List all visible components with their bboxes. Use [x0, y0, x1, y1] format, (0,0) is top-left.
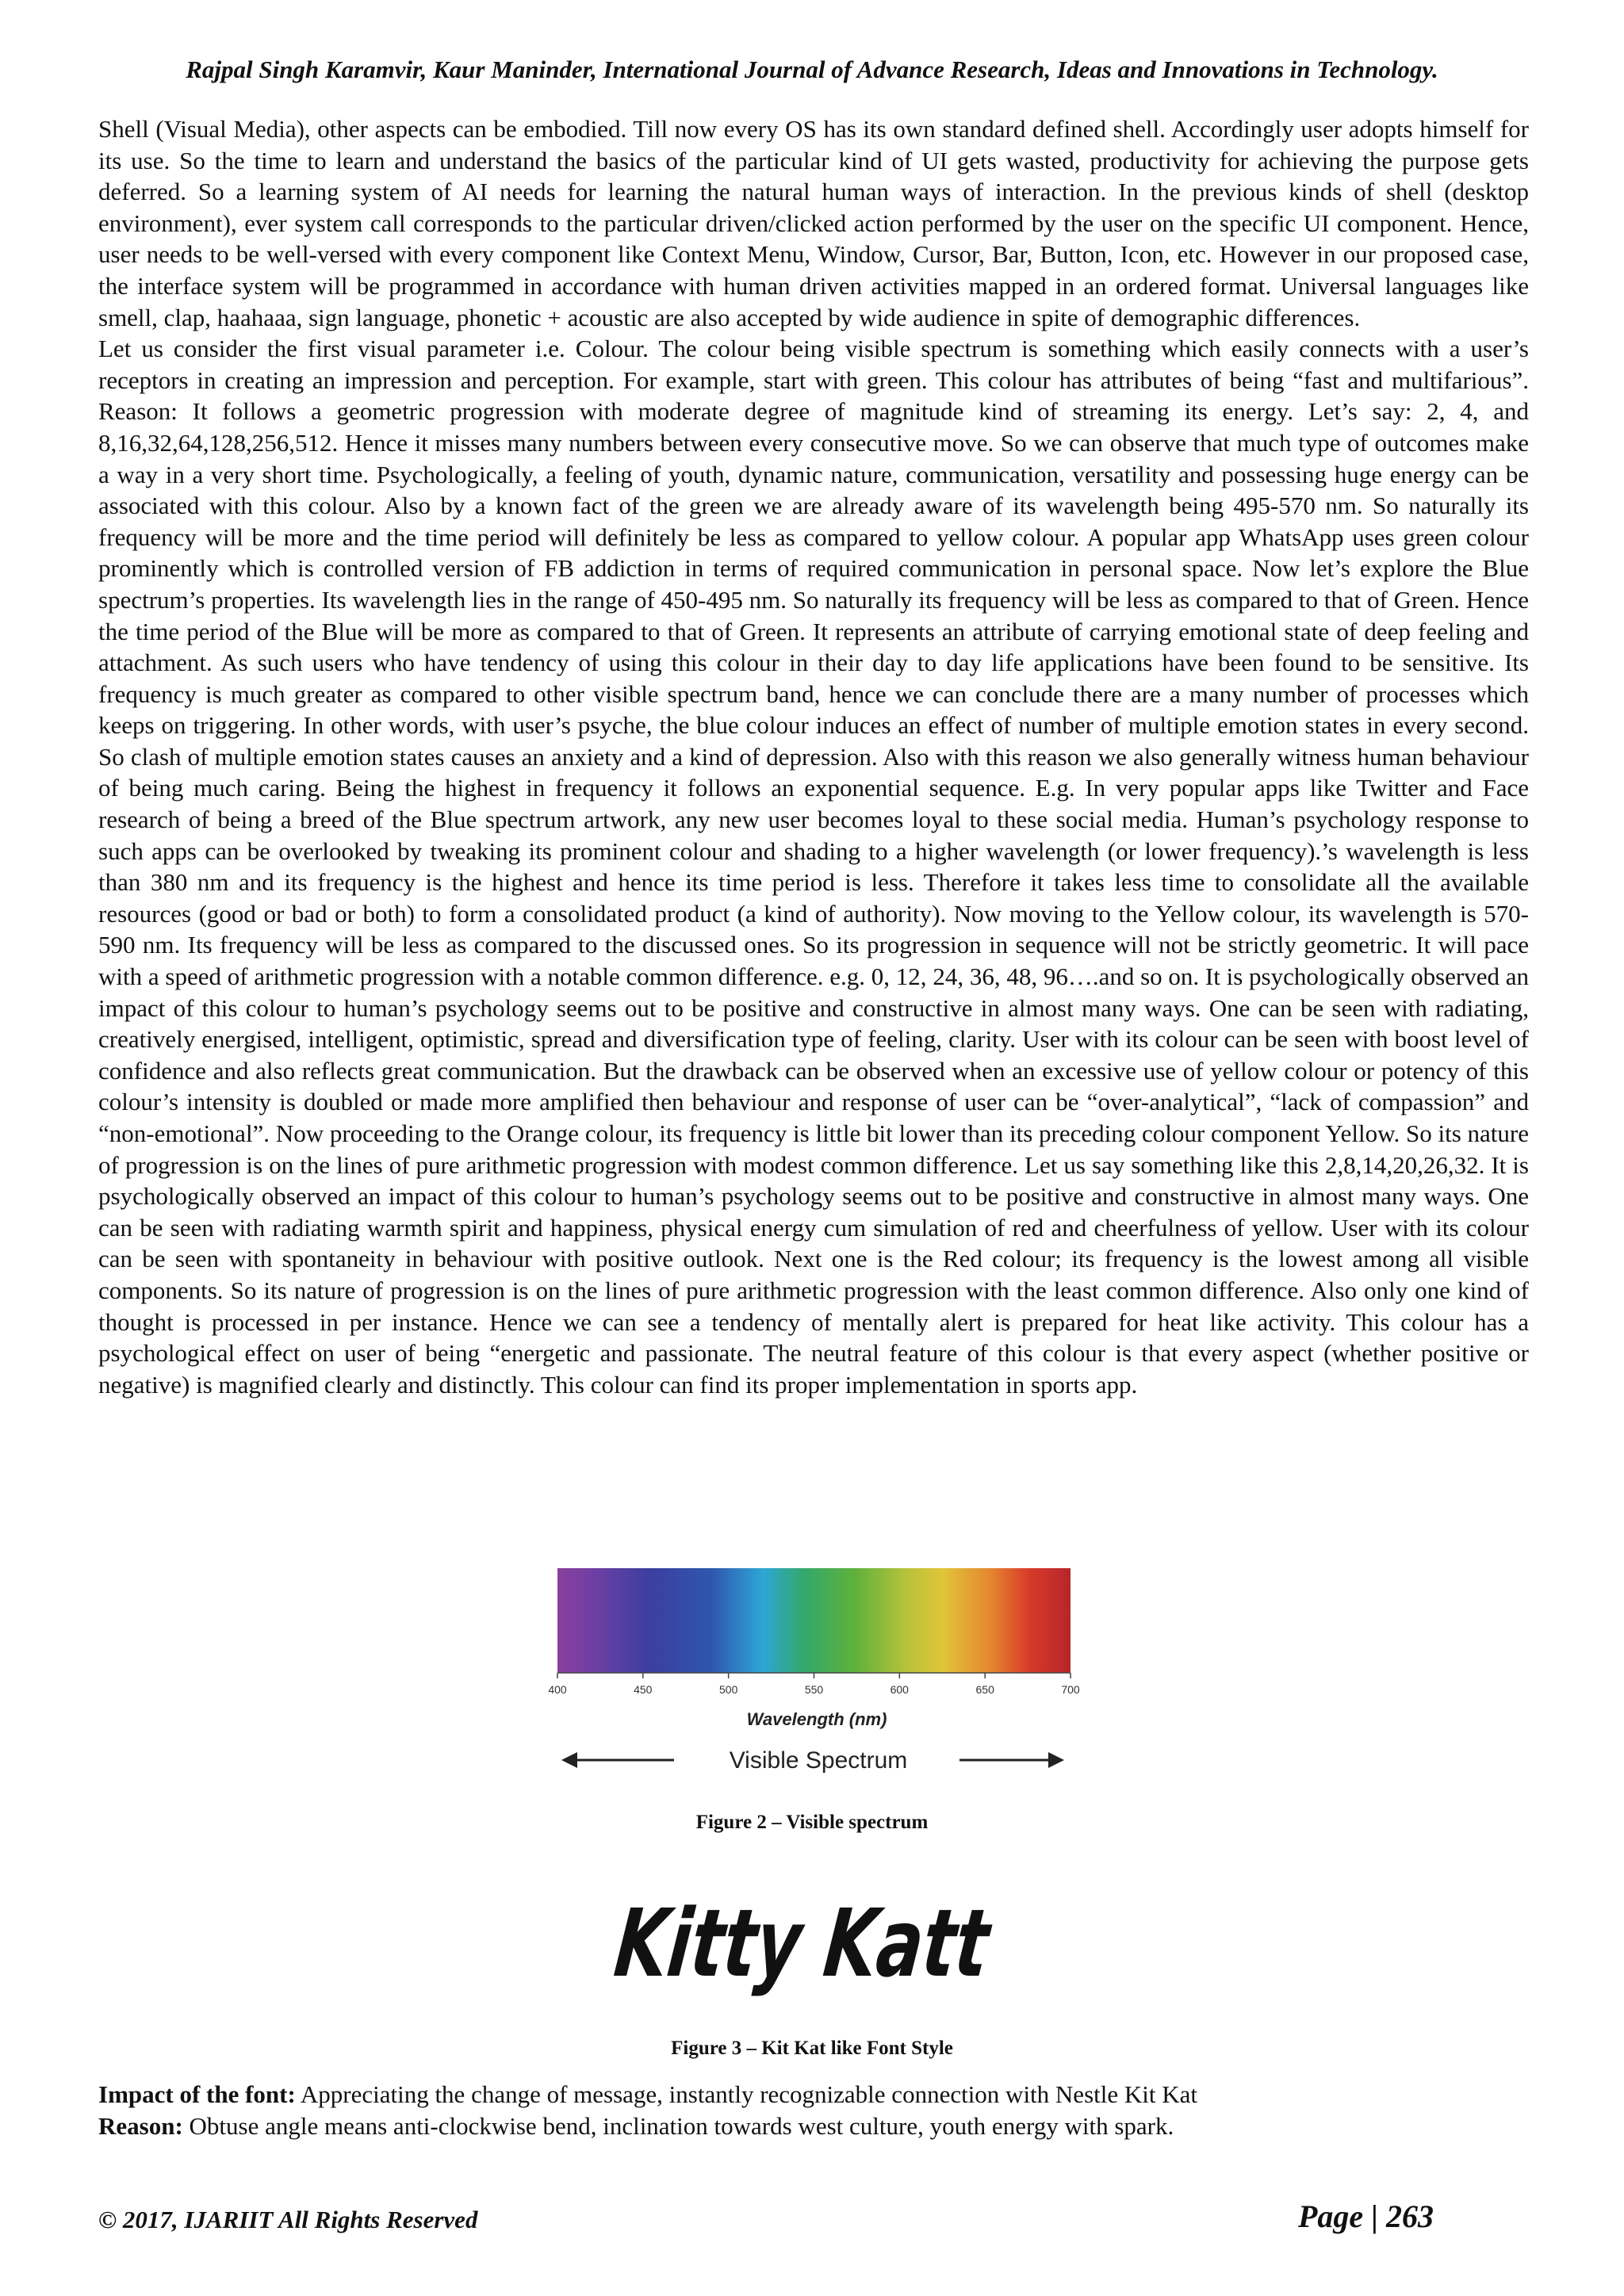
reason-text: Obtuse angle means anti-clockwise bend, inclination towards west culture, youth energy with spark.	[182, 2112, 1174, 2140]
spectrum-bar	[557, 1568, 1071, 1673]
reason-label: Reason:	[98, 2112, 183, 2140]
right-arrow-icon	[1048, 1752, 1064, 1768]
tick-label-600: 600	[890, 1683, 909, 1696]
impact-label: Impact of the font:	[98, 2080, 296, 2108]
font-impact-notes	[98, 2079, 1529, 2142]
figure2-caption: Figure 2 – Visible spectrum	[695, 1812, 929, 1833]
tick-label-450: 450	[634, 1683, 653, 1696]
kitty-katt-logo	[603, 1879, 1135, 2014]
paragraph-colour: Let us consider the first visual parameter i.e. Colour. The colour being visible spectrum is something which easily connects with a user’s receptors in creating an impression and perception. For example, start with green. This colour has attributes of being “fast and multifarious”. Reason: It follows a geometric progression with moderate degree of magnitude kind of streaming its energy. Let’s say: 2, 4, and 8,16,32,64,128,256,512. Hence it misses many numbers between every consecutive move. So we can observe that much type of outcomes make a way in a very short time. Psychologically, a feeling of youth, dynamic nature, communication, versatility and possessing huge energy can be associated with this colour. Also by a known fact of the green we are already aware of its wavelength being 495-570 nm. So naturally its frequency will be more and the time period will definitely be less as compared to yellow colour. A popular app WhatsApp uses green colour prominently which is controlled version of FB addiction in terms of required communication in personal space. Now let’s explore the Blue spectrum’s properties. Its wavelength lies in the range of 450-495 nm. So naturally its frequency will be less as compared to that of Green. Hence the time period of the Blue will be more as compared to that of Green. It represents an attribute of carrying emotional state of deep feeling and attachment. As such users who have tendency of using this colour in their day to day life applications have been found to be sensitive. Its frequency is much greater as compared to other visible spectrum band, hence we can conclude there are a many number of processes which keeps on triggering. In other words, with user’s psyche, the blue colour induces an effect of number of multiple emotion states in every second. So clash of multiple emotion states causes an anxiety and a kind of depression. Also with this reason we also generally witness human behaviour of being much caring. Being the highest in frequency it follows an exponential sequence. E.g. In very popular apps like Twitter and Face research of being a breed of the Blue spectrum artwork, any new user becomes loyal to these social media. Human’s psychology response to such apps can be overlooked by tweaking its prominent colour and shading to a higher wavelength (or lower frequency).’s wavelength is less than 380 nm and its frequency is the highest and hence its time period is less. Therefore it takes less time to consolidate all the available resources (good or bad or both) to form a consolidated product (a kind of authority). Now moving to the Yellow colour, its wavelength is 570-590 nm. Its frequency will be less as compared to the discussed ones. So its progression in sequence will not be strictly geometric. It will pace with a speed of arithmetic progression with a notable common difference. e.g. 0, 12, 24, 36, 48, 96….and so on. It is psychologically observed an impact of this colour to human’s psychology seems out to be positive and constructive in almost many ways. One can be seen with radiating, creatively energised, intelligent, optimistic, spread and diversification type of feeling, clarity. User with its colour can be seen with boost level of confidence and also reflects great communication. But the drawback can be observed when an excessive use of yellow colour or potency of this colour’s intensity is doubled or made more amplified then behaviour and response of user can be “over-analytical”, “lack of compassion” and “non-emotional”. Now proceeding to the Orange colour, its frequency is little bit lower than its preceding colour component Yellow. So its nature of progression is on the lines of pure arithmetic progression with modest common difference. Let us say something like this 2,8,14,20,26,32. It is psychologically observed an impact of this colour to human’s psychology seems out to be positive and constructive in almost many ways. One can be seen with radiating warmth spirit and happiness, physical energy cum simulation of red and cheerfulness of yellow. User with its colour can be seen with spontaneity in behaviour with positive outlook. Next one is the Red colour; its frequency is the lowest among all visible components. So its nature of progression is on the lines of pure arithmetic progression with the least common difference. Also only one kind of thought is processed in per instance. Hence we can see a tendency of mentally alert is prepared for heat like activity. This colour has a psychological effect on user of being “energetic and passionate. The neutral feature of this colour is that every aspect (whether positive or negative) is magnified clearly and distinctly. This colour can find its proper implementation in sports app.	[98, 335, 1529, 1399]
figure3-caption: Figure 3 – Kit Kat like Font Style	[671, 2038, 953, 2059]
impact-line	[98, 2079, 1529, 2110]
reason-line	[98, 2110, 1529, 2142]
visible-spectrum-figure	[539, 1565, 1094, 1827]
page-number: Page | 263	[1298, 2198, 1434, 2234]
tick-label-650: 650	[975, 1683, 994, 1696]
tick-label-550: 550	[804, 1683, 824, 1696]
copyright-footer: © 2017, IJARIIT All Rights Reserved	[98, 2206, 478, 2233]
paragraph-shell: Shell (Visual Media), other aspects can be embodied. Till now every OS has its own standard defined shell. Accordingly user adopts himself for its use. So the time to learn and understand the basics of the particular kind of UI gets wasted, productivity for achieving the purpose gets deferred. So a learning system of AI needs for learning the natural human ways of interaction. In the previous kinds of shell (desktop environment), ever system call corresponds to the particular driven/clicked action performed by the user on the specific UI component. Hence, user needs to be well-versed with every component like Context Menu, Window, Cursor, Bar, Button, Icon, etc. However in our proposed case, the interface system will be programmed in accordance with human driven activities mapped in an ordered format. Universal languages like smell, clap, haahaaa, sign language, phonetic + acoustic are also accepted by wide audience in spite of demographic differences.	[98, 115, 1529, 331]
tick-marks	[557, 1673, 1071, 1678]
tick-label-500: 500	[719, 1683, 738, 1696]
left-arrow-icon	[561, 1752, 577, 1768]
tick-label-400: 400	[548, 1683, 567, 1696]
body-text	[98, 113, 1529, 1400]
running-header: Rajpal Singh Karamvir, Kaur Maninder, International Journal of Advance Research, Ideas and Innovations in Technology.	[186, 55, 1438, 83]
tick-label-700: 700	[1061, 1683, 1080, 1696]
banner-label: Visible Spectrum	[729, 1747, 908, 1774]
axis-label: Wavelength (nm)	[746, 1709, 887, 1729]
impact-text: Appreciating the change of message, instantly recognizable connection with Nestle Kit Kat	[295, 2080, 1197, 2108]
logo-text: Kitty Katt	[610, 1888, 1135, 1998]
